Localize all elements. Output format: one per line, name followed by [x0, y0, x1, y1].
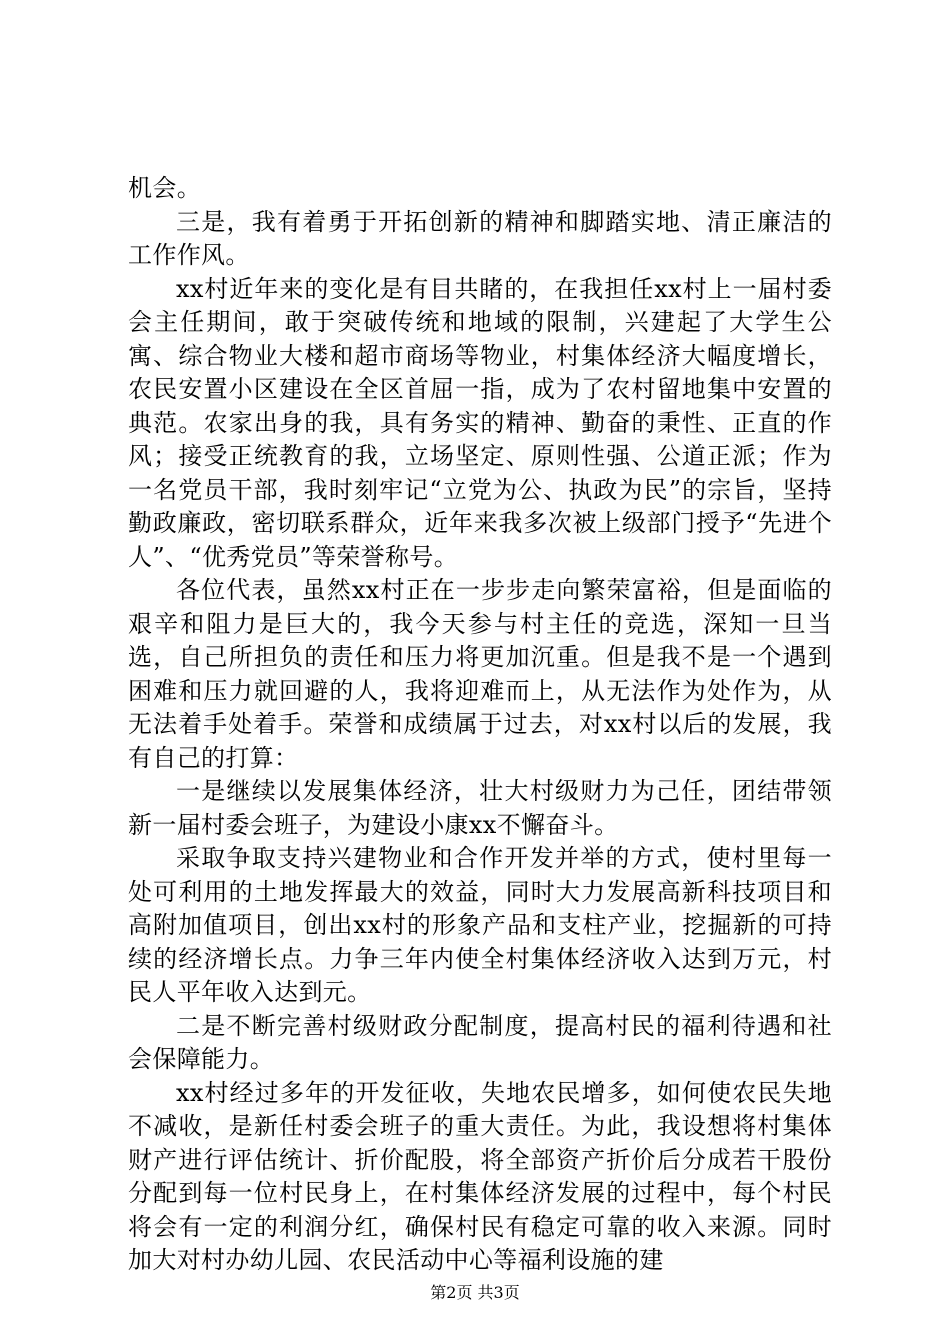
- page-footer: [0, 1283, 950, 1303]
- paragraph-4: 各位代表，虽然xx村正在一步步走向繁荣富裕，但是面临的艰辛和阻力是巨大的，我今天参与村主任的竞选，深知一旦当选，自己所担负的责任和压力将更加沉重。但是我不是一个遇到困难和压力就回避的人，我将迎难而上，从无法作为处作为，从无法着手处着手。荣誉和成绩属于过去，对xx村以后的发展，我有自己的打算：: [128, 576, 832, 772]
- paragraph-7: 二是不断完善村级财政分配制度，提高村民的福利待遇和社会保障能力。: [128, 1011, 832, 1073]
- paragraph-2: 三是，我有着勇于开拓创新的精神和脚踏实地、清正廉洁的工作作风。: [128, 207, 832, 269]
- paragraph-1: 机会。: [128, 174, 202, 202]
- paragraph-8: xx村经过多年的开发征收，失地农民增多，如何使农民失地不减收，是新任村委会班子的重大责任。为此，我设想将村集体财产进行评估统计、折价配股，将全部资产折价后分成若干股份分配到每一位村民身上，在村集体经济发展的过程中，每个村民将会有一定的利润分红，确保村民有稳定可靠的收入来源。同时加大对村办幼儿园、农民活动中心等福利设施的建: [128, 1078, 832, 1274]
- page-number-label: 第2页 共3页: [430, 1283, 520, 1302]
- paragraph-6: 采取争取支持兴建物业和合作开发并举的方式，使村里每一处可利用的土地发挥最大的效益，同时大力发展高新科技项目和高附加值项目，创出xx村的形象产品和支柱产业，挖掘新的可持续的经济增长点。力争三年内使全村集体经济收入达到万元，村民人平年收入达到元。: [128, 844, 832, 1006]
- paragraph-3: xx村近年来的变化是有目共睹的，在我担任xx村上一届村委会主任期间，敢于突破传统和地域的限制，兴建起了大学生公寓、综合物业大楼和超市商场等物业，村集体经济大幅度增长，农民安置小区建设在全区首屈一指，成为了农村留地集中安置的典范。农家出身的我，具有务实的精神、勤奋的秉性、正直的作风；接受正统教育的我，立场坚定、原则性强、公道正派；作为一名党员干部，我时刻牢记“立党为公、执政为民”的宗旨，坚持勤政廉政，密切联系群众，近年来我多次被上级部门授予“先进个人”、“优秀党员”等荣誉称号。: [128, 274, 832, 571]
- document-body: [128, 172, 832, 1278]
- paragraph-5: 一是继续以发展集体经济，壮大村级财力为己任，团结带领新一届村委会班子，为建设小康xx不懈奋斗。: [128, 777, 832, 839]
